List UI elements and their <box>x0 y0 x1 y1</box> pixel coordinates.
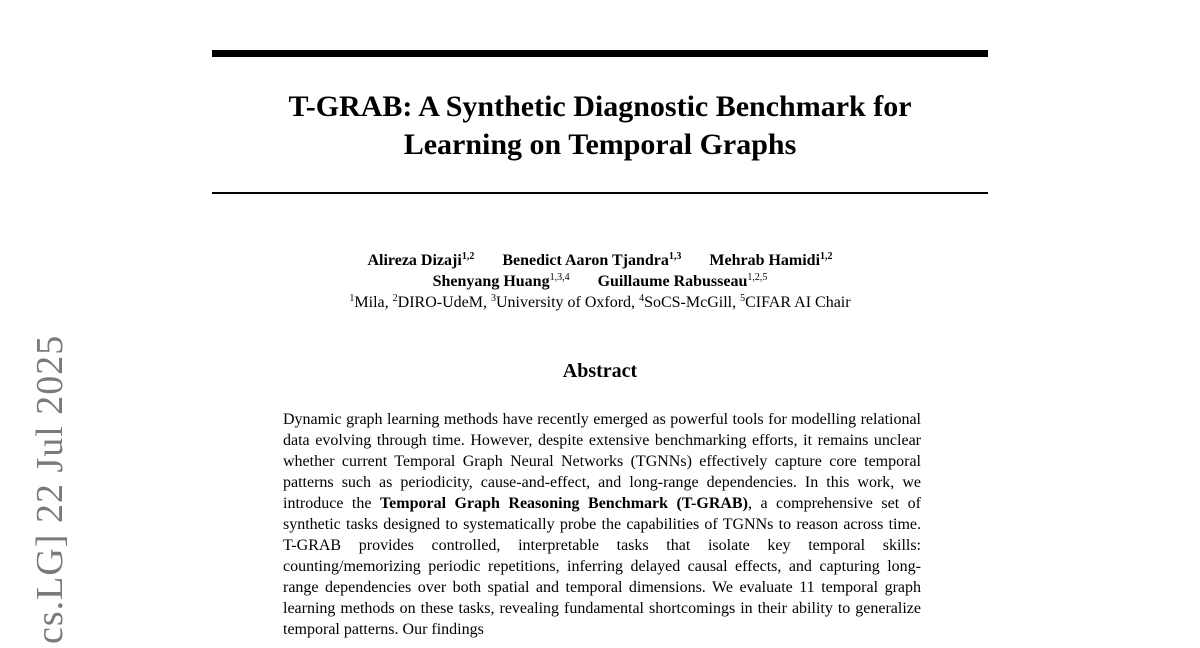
author-affiliation-sup: 1,3 <box>668 251 682 262</box>
author-name: Shenyang Huang <box>432 273 550 290</box>
arxiv-side-stamp: cs.LG] 22 Jul 2025 <box>29 334 71 644</box>
author-affiliation-sup: 1,2 <box>820 251 833 262</box>
title-line-1: T-GRAB: A Synthetic Diagnostic Benchmark for <box>288 90 912 123</box>
affiliation: SoCS-McGill, <box>644 294 741 311</box>
affiliations-line: $^1$Mila, $^2$DIRO-UdeM, $^3$University of Oxford, $^4$SoCS-McGill, $^5$CIFAR AI Chair <box>349 293 851 311</box>
author-name: Alireza Dizaji <box>367 252 462 269</box>
author-affiliation-sup: 1,2,5 <box>747 272 768 283</box>
author-line-1 <box>212 250 988 271</box>
affiliation: CIFAR AI Chair <box>745 294 851 311</box>
author-name: Benedict Aaron Tjandra <box>502 252 669 269</box>
paper-title <box>212 88 988 164</box>
author-affiliation-sup: 1,3,4 <box>549 272 570 283</box>
author-name: Guillaume Rabusseau <box>597 273 748 290</box>
title-bottom-rule <box>212 192 988 194</box>
author-name: Mehrab Hamidi <box>709 252 821 269</box>
author-line-2 <box>212 271 988 292</box>
affiliation: University of Oxford, <box>495 294 640 311</box>
title-line-2: Learning on Temporal Graphs <box>403 128 797 161</box>
title-top-rule <box>212 50 988 57</box>
abstract-text: Dynamic graph learning methods have recently emerged as powerful tools for modelling relational data evolving through time. However, despite extensive benchmarking efforts, it remains unclear whether current Temporal Graph Neural Networks (TGNNs) effectively capture core temporal patterns such as periodicity, cause-and-effect, and long-range dependencies. In this work, we introduce the Temporal Graph Reasoning Benchmark (T-GRAB), a comprehensive set of synthetic tasks designed to systematically probe the capabilities of TGNNs to reason across time. T-GRAB provides controlled, interpretable tasks that isolate key temporal skills: counting/memorizing periodic repetitions, inferring delayed causal effects, and capturing long-range dependencies over both spatial and temporal dimensions. We evaluate 11 temporal graph learning methods on these tasks, revealing fundamental shortcomings in their ability to generalize temporal patterns. Our findings <box>283 411 921 638</box>
affiliation: DIRO-UdeM, <box>397 294 491 311</box>
author-affiliation-sup: 1,2 <box>461 251 475 262</box>
affiliation: Mila, <box>354 294 393 311</box>
abstract-heading: Abstract <box>562 360 638 382</box>
benchmark-name: Temporal Graph Reasoning Benchmark (T-GRAB) <box>379 495 748 512</box>
author-block <box>212 250 988 313</box>
